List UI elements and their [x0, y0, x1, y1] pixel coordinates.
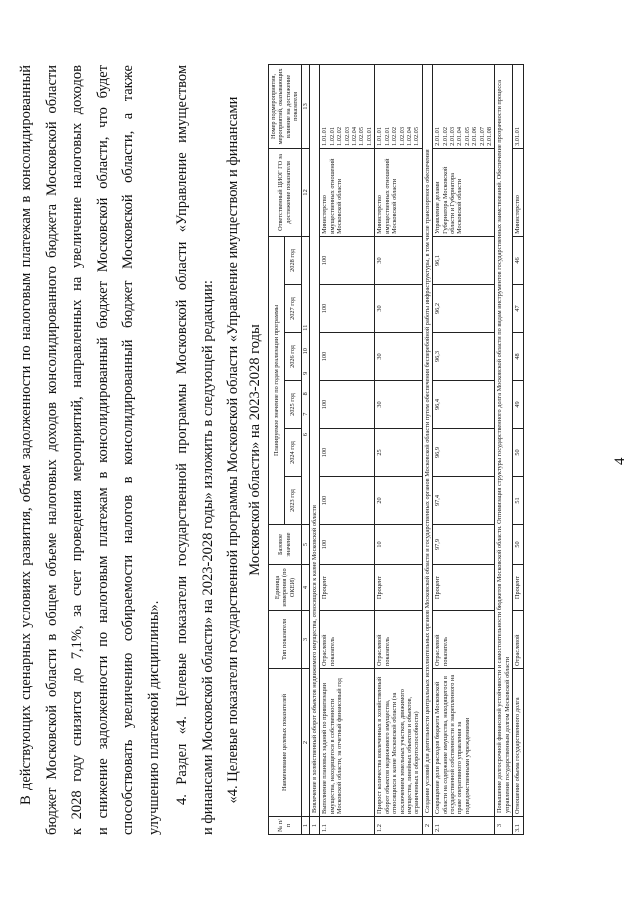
value-2026: 48 — [513, 333, 523, 381]
header-unit: Единица измерения (по ОКЕИ) — [269, 565, 302, 611]
section-title: Создание условий для деятельности центральных исполнительных органов Московской области и государственных органов Московской области путем обеспечения бесперебойной работы инфраструктуры, в том числе транспортного обеспечения — [422, 64, 432, 816]
intro-line: улучшению платежной дисциплины». — [145, 600, 162, 835]
column-number: 13 — [301, 64, 309, 148]
header-num: № п/п — [269, 817, 302, 835]
value-2023: 20 — [375, 477, 422, 525]
base-value: 100 — [320, 525, 375, 565]
value-2026: 30 — [375, 333, 422, 381]
events-cell: 2.01.01 2.01.02 2.01.03 2.01.04 2.01.05 2.01.06 2.01.07 2.01.08 — [433, 64, 495, 148]
header-base: Базовое значение — [269, 525, 302, 565]
table-title-line: «4. Целевые показатели государственной программы Московской области «Управление имуществом и финансами — [225, 96, 241, 804]
base-value: 10 — [375, 525, 422, 565]
value-2026: 96,3 — [433, 333, 495, 381]
section-row — [422, 64, 432, 834]
intro-paragraph — [14, 65, 168, 835]
intro-line: В действующих сценарных условиях развития, объем задолженности по налоговым платежам в консолидированный — [18, 65, 34, 805]
page-number: 4 — [612, 457, 628, 465]
value-2023: 97,4 — [433, 477, 495, 525]
header-year: 2025 год — [285, 381, 301, 429]
responsible-cell: Управление делами Губернатора Московской области и Губернатора Московской области — [433, 148, 495, 236]
value-2028: 46 — [513, 236, 523, 284]
unit-cell: Процент — [433, 565, 495, 611]
table-row — [513, 64, 523, 834]
header-year: 2026 год — [285, 333, 301, 381]
indicator-type: Отраслевой показатель — [375, 611, 422, 669]
table-title-line: Московской области» на 2023-2028 годы — [247, 324, 263, 576]
events-cell: 1.01.01 1.02.01 1.02.02 1.02.03 1.02.04 1.02.05 — [375, 64, 422, 148]
column-number: 12 — [301, 148, 309, 236]
value-2024: 50 — [513, 429, 523, 477]
header-type: Тип показателя — [269, 611, 302, 669]
value-2028: 96,1 — [433, 236, 495, 284]
row-num: 2.1 — [433, 817, 495, 835]
row-num: 1.2 — [375, 817, 422, 835]
indicator-name: Прирост количества вовлеченных в хозяйственный оборот объектов недвижимого имущества, относящихся к казне Московской области (за исключением земельных участков, движимого имущества, линейных объектов и объектов, ограниченных в оборотоспособности) — [375, 669, 422, 817]
responsible-cell: Министерство имущественных отношений Московской области — [375, 148, 422, 236]
column-number: 2 — [301, 669, 309, 817]
section-title: Повышение долгосрочной финансовой устойчивости и самостоятельности бюджетов Московской области. Оптимизация структуры государственного долга Московской области по видам инструментов государственных заимствований. Обеспечение прозрачности процесса управления государственным долгом Московской области — [495, 64, 513, 816]
section-line: 4. Раздел «4. Целевые показатели государственной программы Московской области «Управление имуществом — [174, 65, 190, 805]
intro-line: способствовать увеличению собираемости налогов в консолидированный бюджет Московской области, а также — [120, 65, 137, 835]
row-num: 1.1 — [320, 817, 375, 835]
value-2025: 30 — [375, 381, 422, 429]
header-year: 2024 год — [285, 429, 301, 477]
column-number: 3 — [301, 611, 309, 669]
table-row — [433, 64, 495, 834]
section-num: 3 — [495, 817, 513, 835]
header-year: 2028 год — [285, 236, 301, 284]
table-row — [320, 64, 375, 834]
section-line: и финансами Московской области» на 2023-2028 годы» изложить в следующей редакции: — [199, 280, 216, 835]
header-name: Наименование целевых показателей — [269, 669, 302, 817]
column-number: 1 — [301, 817, 309, 835]
indicator-type: Отраслевой показатель — [433, 611, 495, 669]
column-number: 5 — [301, 525, 309, 565]
value-2027: 100 — [320, 285, 375, 333]
header-year: 2027 год — [285, 285, 301, 333]
header-row — [269, 64, 285, 834]
column-number: 6 7 8 9 10 11 — [301, 236, 309, 524]
table-body — [310, 64, 524, 834]
value-2024: 100 — [320, 429, 375, 477]
column-number: 4 — [301, 565, 309, 611]
value-2023: 100 — [320, 477, 375, 525]
section-num: 2 — [422, 817, 432, 835]
value-2027: 47 — [513, 285, 523, 333]
value-2023: 51 — [513, 477, 523, 525]
section-row — [310, 64, 320, 834]
intro-line: бюджет Московской области в общем объеме налоговых доходов консолидированного бюджета Московской области — [43, 65, 60, 835]
column-numbers-row — [301, 64, 309, 834]
row-num: 3.1 — [513, 817, 523, 835]
responsible-cell: Министерство имущественных отношений Московской области — [320, 148, 375, 236]
indicator-type: Отраслевой показатель — [320, 611, 375, 669]
value-2024: 96,9 — [433, 429, 495, 477]
indicator-name: Отношение объема государственного долга — [513, 669, 523, 817]
header-year: 2023 год — [285, 477, 301, 525]
section-paragraph — [170, 65, 221, 835]
events-cell: 1.01.01 1.02.01 1.02.02 1.02.03 1.02.04 1.02.05 1.03.01 — [320, 64, 375, 148]
table-row — [375, 64, 422, 834]
value-2027: 30 — [375, 285, 422, 333]
intro-line: к 2028 году снизится до 7,1%, за счет проведения мероприятий, направленных на увеличение налоговых доходов — [69, 65, 86, 835]
table-title — [222, 65, 266, 835]
indicator-name: Выполнение плановых заданий по приватизации имущества, находящегося в собственности Московской области, за отчетный финансовый год — [320, 669, 375, 817]
unit-cell: Процент — [375, 565, 422, 611]
value-2027: 96,2 — [433, 285, 495, 333]
value-2028: 30 — [375, 236, 422, 284]
base-value: 97,9 — [433, 525, 495, 565]
section-num: 1 — [310, 817, 320, 835]
header-responsible: Ответственный ЦИОГ ГО за достижение показателя — [269, 148, 302, 236]
indicator-name: Сокращение доли расходов бюджета Московской области на содержание имущества, находящегося в государственной собственности и закрепленного на праве оперативного управления за подведомственными учреждениями — [433, 669, 495, 817]
unit-cell: Процент — [513, 565, 523, 611]
events-cell: 3.01.01 — [513, 64, 523, 148]
header-planned: Планируемое значение по годам реализации программы — [269, 236, 285, 524]
value-2024: 25 — [375, 429, 422, 477]
value-2025: 96,4 — [433, 381, 495, 429]
value-2025: 100 — [320, 381, 375, 429]
base-value: 50 — [513, 525, 523, 565]
value-2028: 100 — [320, 236, 375, 284]
section-title: Вовлечение в хозяйственный оборот объектов недвижимого имущества, относящихся к казне Московской области — [310, 64, 320, 816]
indicator-type: Отраслевой — [513, 611, 523, 669]
responsible-cell: Министерство — [513, 148, 523, 236]
intro-line: и снижение задолженности по налоговым платежам в консолидированный бюджет Московской области, что будет — [94, 65, 111, 835]
indicators-table — [268, 64, 524, 835]
value-2026: 100 — [320, 333, 375, 381]
value-2025: 49 — [513, 381, 523, 429]
header-events: Номер подмероприятия, мероприятий, оказывающих влияние на достижение показателя — [269, 64, 302, 148]
unit-cell: Процент — [320, 565, 375, 611]
section-row — [495, 64, 513, 834]
